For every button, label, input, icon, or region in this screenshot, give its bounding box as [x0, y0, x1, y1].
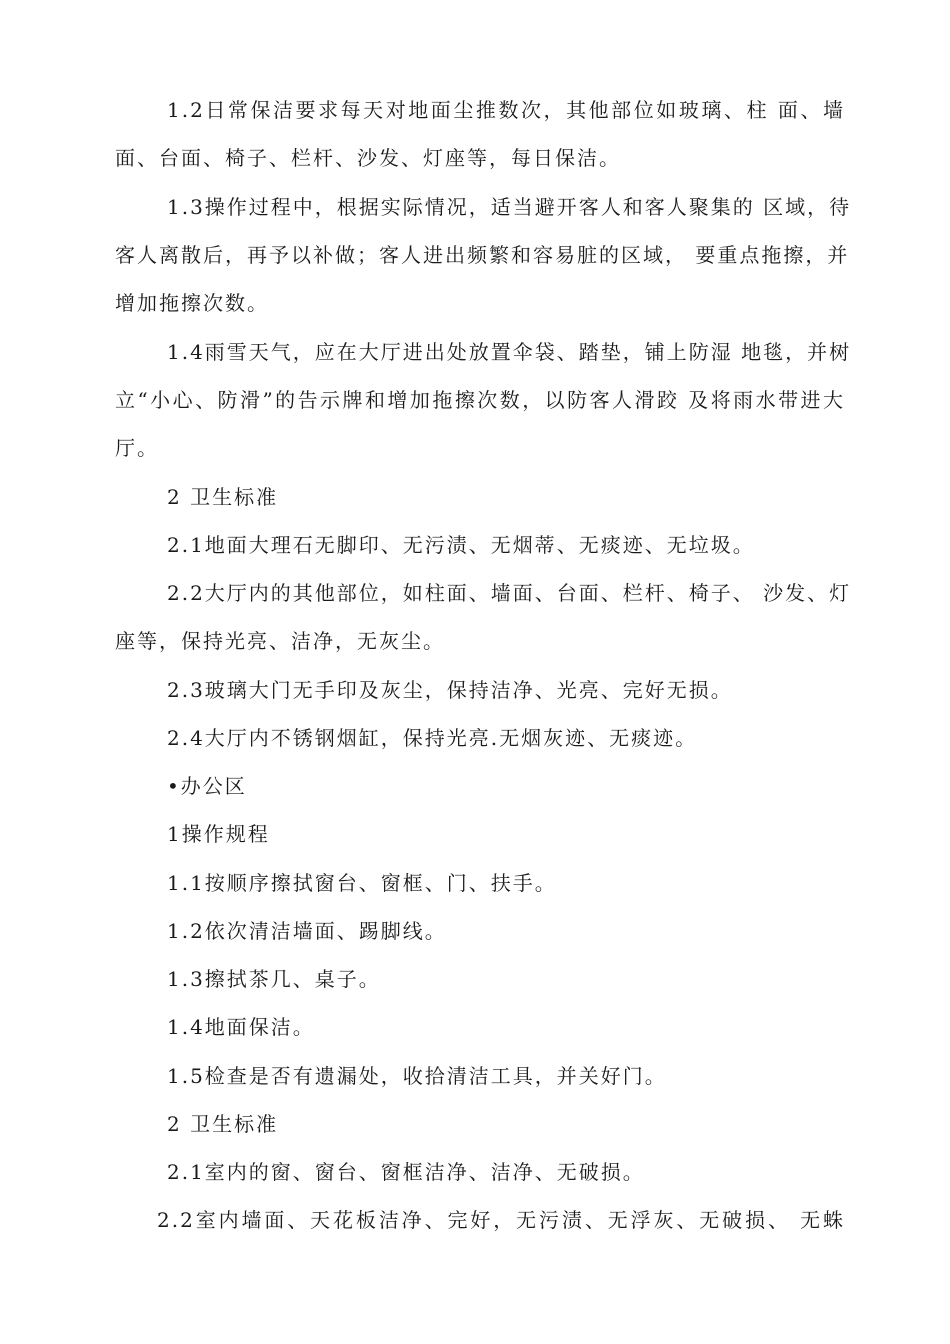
paragraph-1-4-line-1: 1.4雨雪天气，应在大厅进出处放置伞袋、踏垫，铺上防湿 地毯，并树 [167, 340, 852, 364]
paragraph-2-2-line-2: 座等，保持光亮、洁净，无灰尘。 [115, 629, 445, 653]
paragraph-1-3-line-2: 客人离散后，再予以补做；客人进出频繁和容易脏的区域， 要重点拖擦，并 [115, 243, 850, 267]
paragraph-1-2-line-1: 1.2日常保洁要求每天对地面尘推数次，其他部位如玻璃、柱 面、墙 [167, 98, 845, 122]
section-office-area: •办公区 [167, 774, 247, 798]
paragraph-2-4: 2.4大厅内不锈钢烟缸，保持光亮.无烟灰迹、无痰迹。 [167, 726, 698, 750]
paragraph-office-1-3: 1.3擦拭茶几、桌子。 [167, 967, 381, 991]
paragraph-1-3-line-3: 增加拖擦次数。 [115, 291, 269, 315]
paragraph-office-2-1: 2.1室内的窗、窗台、窗框洁净、洁净、无破损。 [167, 1160, 645, 1184]
paragraph-office-1-5: 1.5检查是否有遗漏处，收拾清洁工具，并关好门。 [167, 1064, 667, 1088]
paragraph-1-3-line-1: 1.3操作过程中，根据实际情况，适当避开客人和客人聚集的 区域，待 [167, 195, 852, 219]
paragraph-1-4-line-3: 厅。 [115, 436, 159, 460]
paragraph-office-1-4: 1.4地面保洁。 [167, 1015, 315, 1039]
heading-hygiene-standard-2: 2 卫生标准 [167, 1112, 279, 1136]
paragraph-1-4-line-2: 立“小心、防滑”的告示牌和增加拖擦次数，以防客人滑跤 及将雨水带进大 [115, 388, 845, 412]
heading-hygiene-standard-1: 2 卫生标准 [167, 485, 279, 509]
paragraph-1-2-line-2: 面、台面、椅子、栏杆、沙发、灯座等，每日保洁。 [115, 146, 621, 170]
paragraph-office-2-2: 2.2室内墙面、天花板洁净、完好，无污渍、无浮灰、无破损、 无蛛 [157, 1208, 845, 1232]
paragraph-2-3: 2.3玻璃大门无手印及灰尘，保持洁净、光亮、完好无损。 [167, 678, 733, 702]
paragraph-office-1-2: 1.2依次清洁墙面、踢脚线。 [167, 919, 447, 943]
paragraph-2-1: 2.1地面大理石无脚印、无污渍、无烟蒂、无痰迹、无垃圾。 [167, 533, 755, 557]
paragraph-2-2-line-1: 2.2大厅内的其他部位，如柱面、墙面、台面、栏杆、椅子、 沙发、灯 [167, 581, 852, 605]
paragraph-office-1-1: 1.1按顺序擦拭窗台、窗框、门、扶手。 [167, 871, 557, 895]
heading-operating-procedure: 1操作规程 [167, 822, 270, 846]
